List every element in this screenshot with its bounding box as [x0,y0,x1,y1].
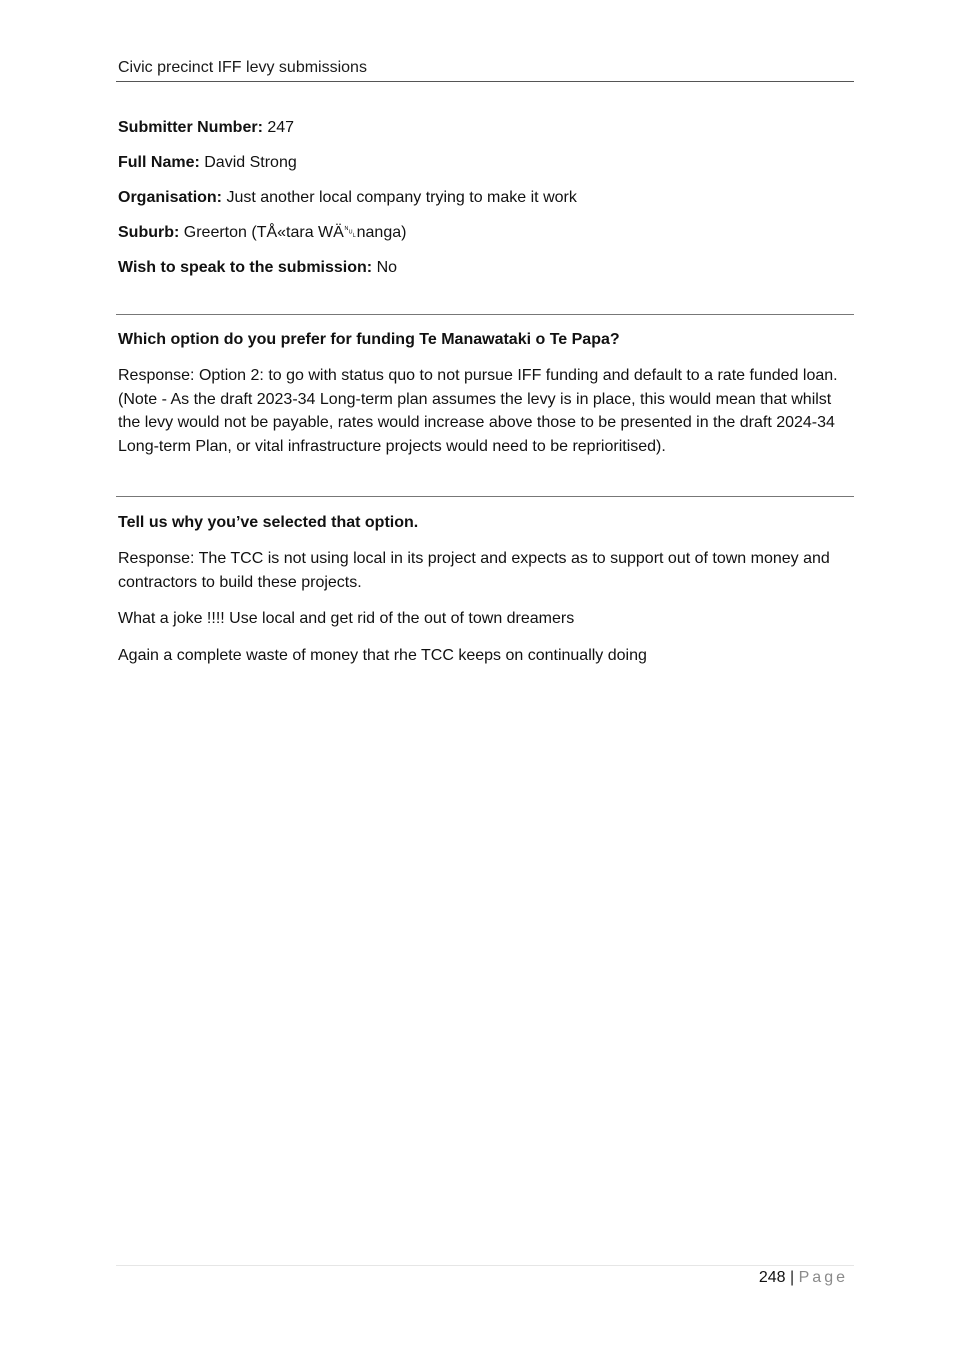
footer-divider [116,1265,854,1266]
submitter-number-value: 247 [267,119,295,136]
suburb-label: Suburb: [118,224,180,241]
page-footer [759,1268,848,1288]
organisation-line [118,188,577,208]
response-reason-paragraph: Again a complete waste of money that rhe TCC keeps on continually doing [118,647,647,664]
full-name-label: Full Name: [118,154,200,171]
response-reason-paragraph: What a joke !!!! Use local and get rid of the out of town dreamers [118,610,575,627]
submitter-number-label: Submitter Number: [118,119,263,136]
suburb-line [118,223,406,243]
footer-separator: | [790,1269,795,1286]
question-reason: Tell us why you’ve selected that option. [118,514,419,531]
response-funding-option: Response: Option 2: to go with status quo to not pursue IFF funding and default to a rate funded loan. (Note - As the draft 2023-34 Long-term plan assumes the levy is in place, this would mean that whilst the levy would not be payable, rates would increase above those to be presented in the draft 2024-34 Long-term Plan, or vital infrastructure projects would need to be reprioritised). [118,367,838,455]
submitter-number-line [118,118,294,138]
section-divider [116,314,854,315]
organisation-value: Just another local company trying to make it work [226,189,577,206]
speak-line [118,258,397,278]
response-reason-paragraph: Response: The TCC is not using local in its project and expects as to support out of town money and contractors to build these projects. [118,550,830,591]
running-header: Civic precinct IFF levy submissions [118,59,367,76]
speak-value: No [376,259,398,276]
page-word: Page [798,1269,848,1286]
page-number: 248 [758,1269,786,1286]
header-divider [116,81,854,82]
organisation-label: Organisation: [118,189,223,206]
question-funding-option: Which option do you prefer for funding Te Manawataki o Te Papa? [118,331,620,348]
section-divider [116,496,854,497]
speak-label: Wish to speak to the submission: [118,259,373,276]
suburb-value: Greerton (TÅ«tara WÄ␀nanga) [183,224,407,241]
full-name-value: David Strong [204,154,297,171]
full-name-line [118,153,297,173]
